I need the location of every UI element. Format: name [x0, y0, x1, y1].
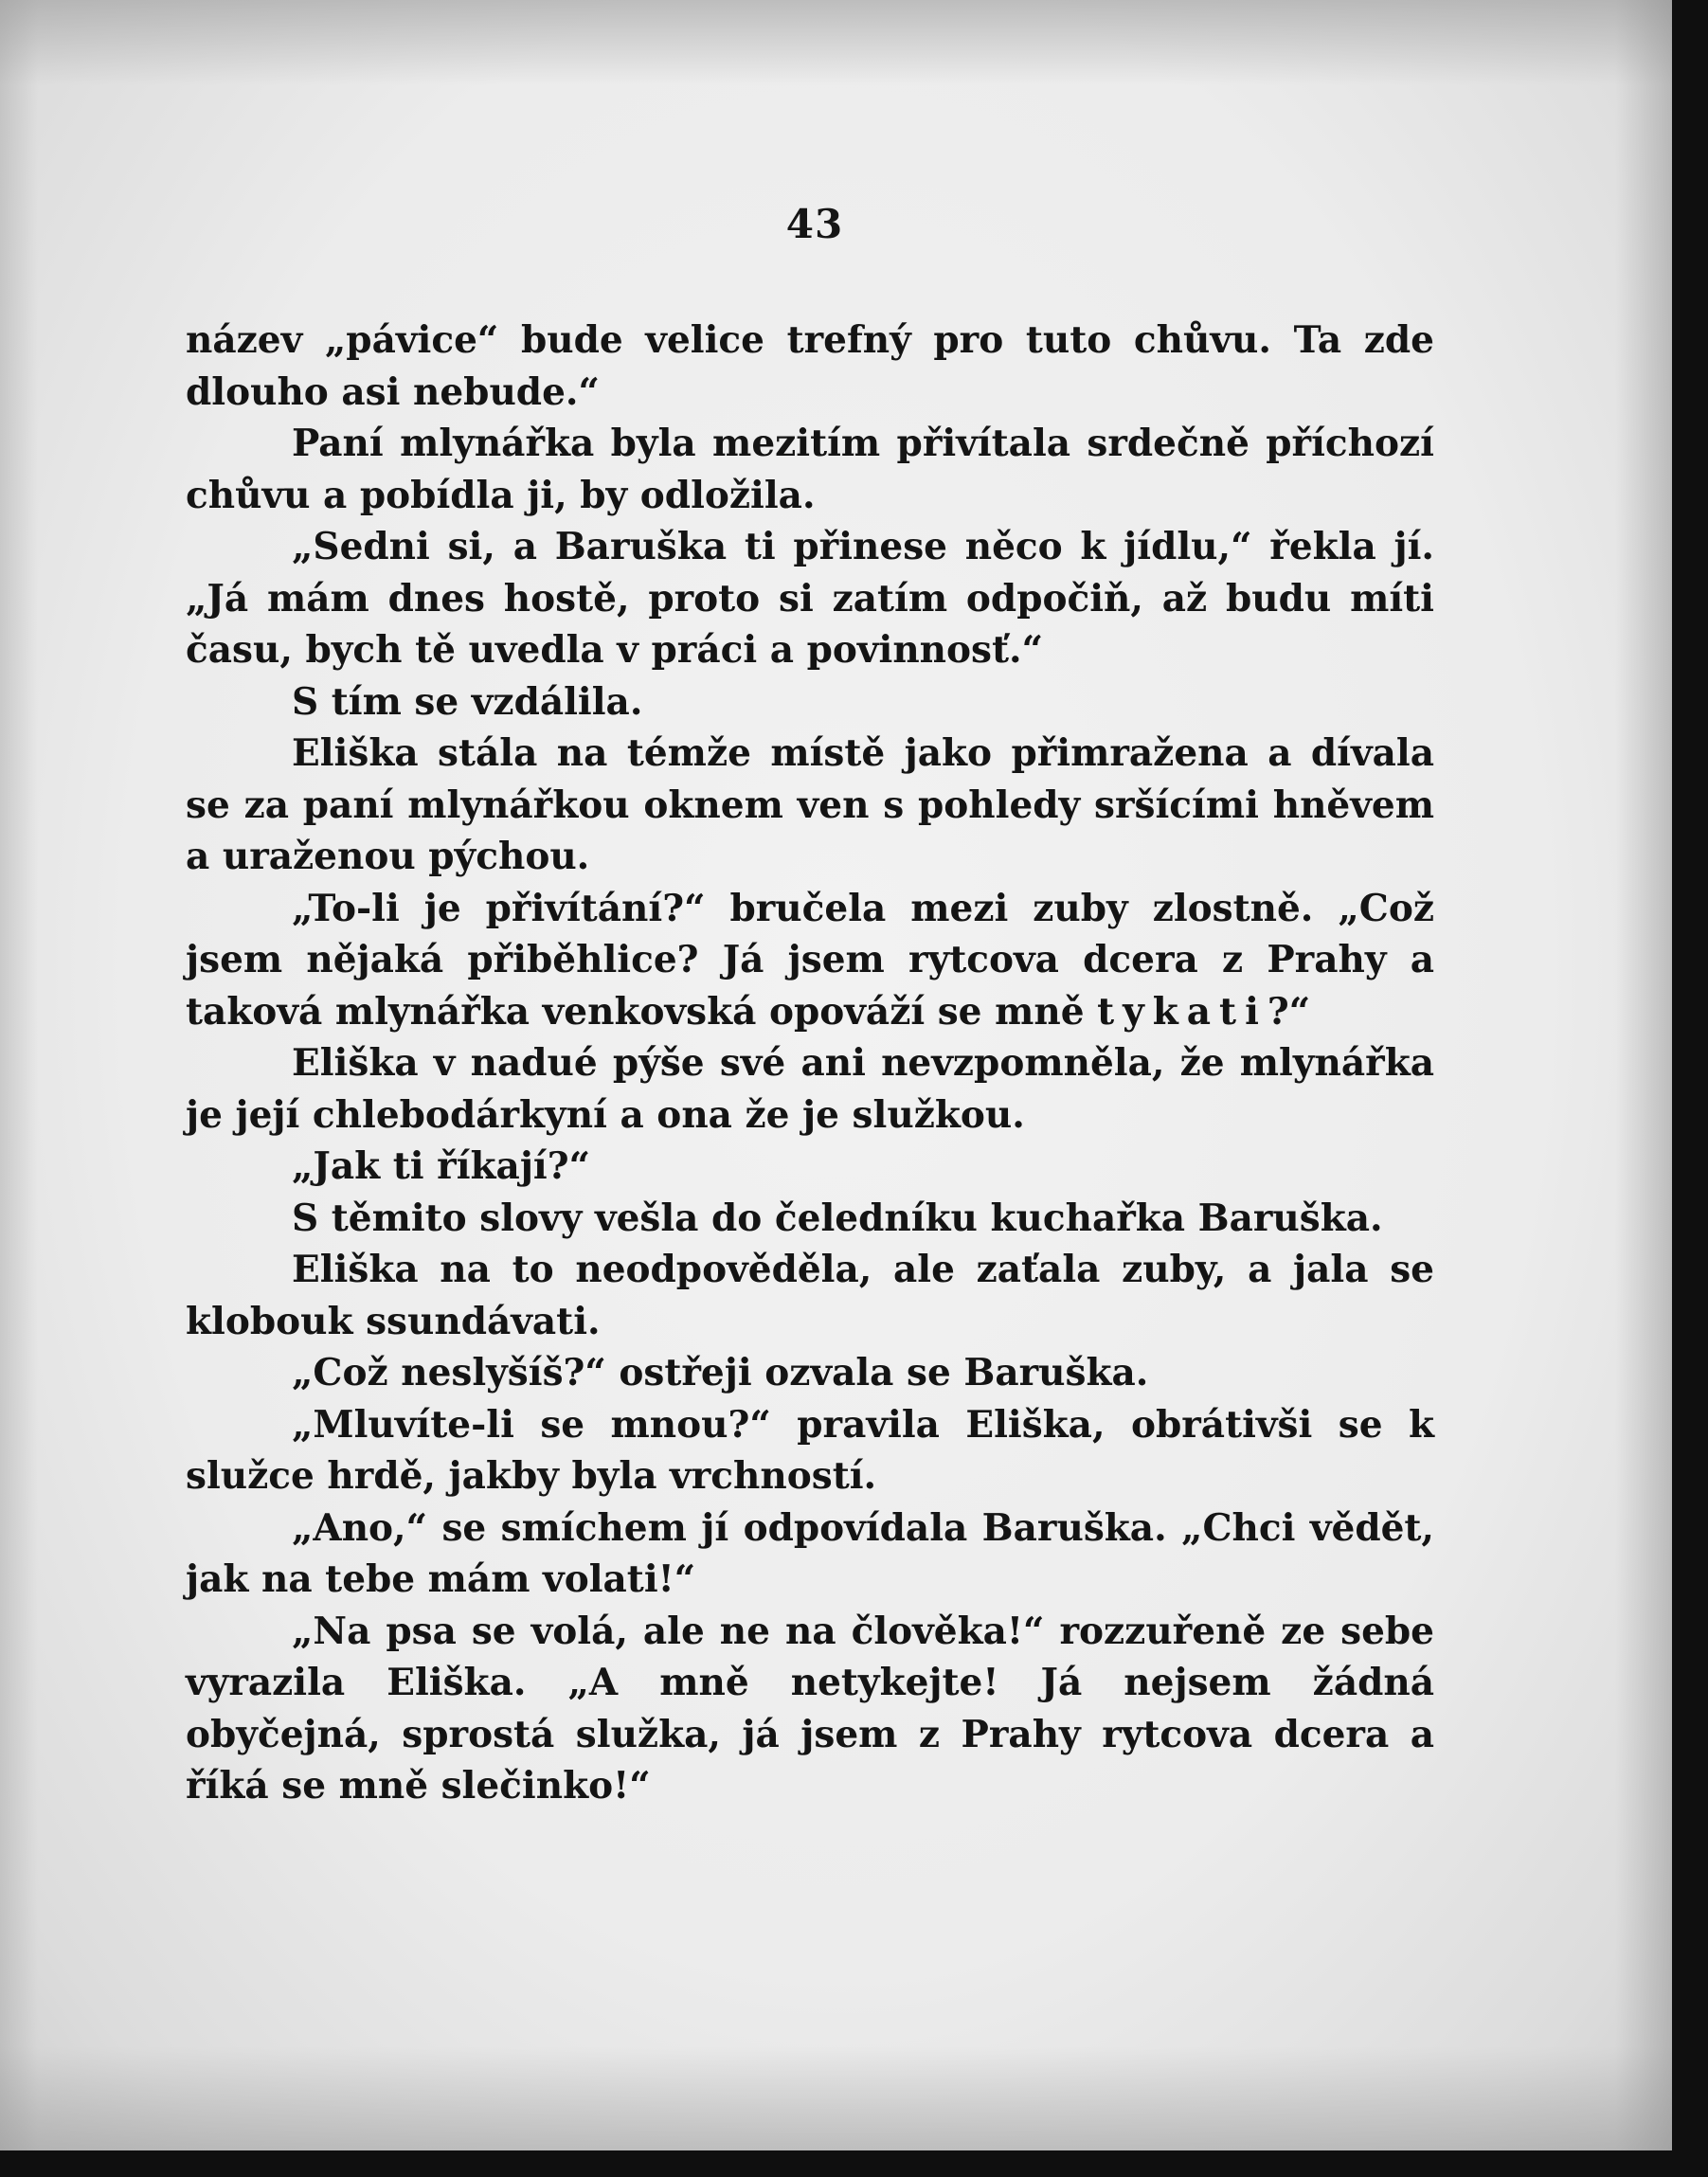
paragraph: Eliška na to neodpověděla, ale zaťala zuby, a jala se klobouk ssundávati. [186, 1248, 1434, 1343]
page-shadow-right [1615, 0, 1672, 2150]
paragraph: Eliška stála na témže místě jako přimražena a dívala se za paní mlynářkou oknem ven s pohledy sršícími hněvem a uraženou pýchou. [186, 731, 1434, 878]
page-shadow-left [0, 0, 38, 2150]
paragraph-text: ?“ [1267, 989, 1311, 1034]
paragraph: „Což neslyšíš?“ ostřeji ozvala se Baruška. [292, 1351, 1149, 1394]
paragraph: „Sedni si, a Baruška ti přinese něco k jídlu,“ řekla jí. „Já mám dnes hostě, proto si zatím odpočiň, až budu míti času, bych tě uvedla v práci a povinnosť.“ [186, 525, 1434, 672]
paragraph: „Ano,“ se smíchem jí odpovídala Baruška. „Chci vědět, jak na tebe mám volati!“ [186, 1505, 1434, 1601]
paragraph: „Jak ti říkají?“ [292, 1144, 591, 1188]
paragraph: „Na psa se volá, ale ne na člověka!“ rozzuřeně ze sebe vyrazila Eliška. „A mně netykejte! Já nejsem žádná obyčejná, sprostá služka, já jsem z Prahy rytcova dcera a říká se mně slečinko!“ [186, 1609, 1434, 1808]
paragraph-text: „To-li je přivítání?“ bručela mezi zuby zlostně. „Což jsem nějaká přiběhlice? Já jsem rytcova dcera z Prahy a taková mlynářka venkovská opováží se mně [186, 886, 1434, 1034]
paragraph: Eliška v nadué pýše své ani nevzpomněla, že mlynářka je její chlebodárkyní a ona že je služkou. [186, 1041, 1434, 1137]
paragraph: název „pávice“ bude velice trefný pro tuto chůvu. Ta zde dlouho asi nebude.“ [186, 318, 1434, 414]
emphasized-word: tykati [1097, 989, 1268, 1034]
page-number: 43 [785, 201, 844, 247]
paragraph: S tím se vzdálila. [292, 679, 643, 724]
paragraph: Paní mlynářka byla mezitím přivítala srdečně příchozí chůvu a pobídla ji, by odložila. [186, 422, 1434, 517]
paragraph: S těmito slovy vešla do čeledníku kuchařka Baruška. [292, 1196, 1383, 1240]
paragraph [186, 883, 1434, 1038]
body-text [186, 315, 1434, 1812]
paragraph: „Mluvíte-li se mnou?“ pravila Eliška, obrátivši se k služce hrdě, jakby byla vrchností. [186, 1402, 1434, 1498]
